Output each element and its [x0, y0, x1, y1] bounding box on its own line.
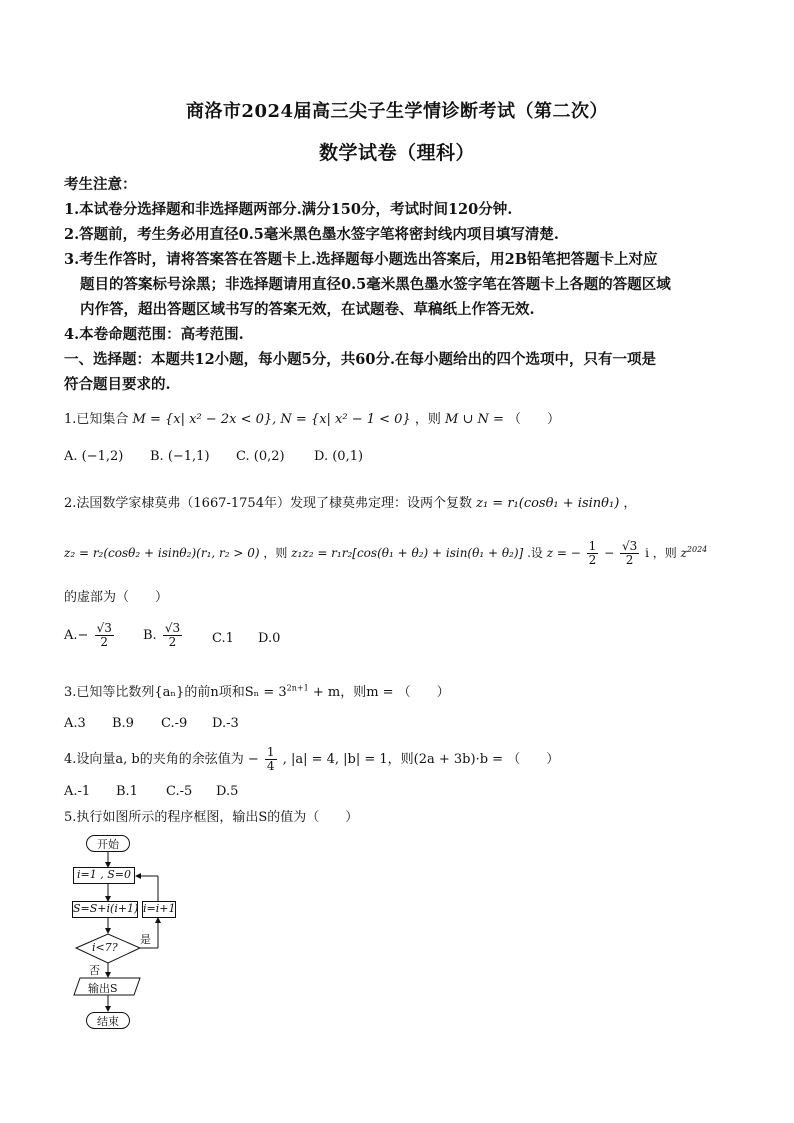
q1-text-a: 1.已知集合: [64, 412, 129, 427]
q2-minus: −: [604, 546, 618, 560]
q3-option-b: B.9: [112, 716, 134, 731]
q2-text-1a: 2.法国数学家棣莫弗（1667-1754年）发现了棣莫弗定理：设两个复数: [64, 496, 472, 511]
q1-option-c: C. (0,2): [236, 449, 285, 464]
q4-option-a: A.-1: [64, 784, 91, 799]
q2-frac-half: $\frac{1}{2}$: [588, 539, 597, 567]
notice-item-1: 1.本试卷分选择题和非选择题两部分.满分150分，考试时间120分钟.: [64, 201, 513, 218]
q2-z2-formula: z₂ = r₂(cosθ₂ + isinθ₂)(r₁, r₂ > 0): [64, 546, 260, 560]
q4-option-b: B.1: [116, 784, 138, 799]
q3-option-d: D.-3: [212, 716, 239, 731]
flow-init: i=1 , S=0: [73, 867, 135, 884]
q2-option-b: B. $\frac{√3}{2}$: [143, 621, 181, 649]
q3-text2: + m，则m = （ ）: [308, 685, 450, 700]
section-heading-line1: 一、选择题：本题共12小题，每小题5分，共60分.在每小题给出的四个选项中，只有一项是: [64, 351, 656, 368]
q3-text: 3.已知等比数列{aₙ}的前n项和Sₙ = 3: [64, 685, 287, 700]
flow-start: 开始: [86, 835, 130, 852]
q4-text-a: 4.设向量a, b的夹角的余弦值为 −: [64, 752, 259, 767]
question-5: 5.执行如图所示的程序框图，输出S的值为（ ）: [64, 810, 359, 825]
q2-frac-sqrt3: $\frac{√3}{2}$: [621, 539, 638, 567]
q1-sets: M = {x| x² − 2x < 0}, N = {x| x² − 1 < 0}: [132, 412, 411, 427]
notice-item-4: 4.本卷命题范围：高考范围.: [64, 326, 244, 343]
q4-text-b: , |a| = 4, |b| = 1，则(2a + 3b)·b = （ ）: [282, 752, 560, 767]
flow-output-text: 输出S: [88, 982, 118, 995]
q1-text-e: = （ ）: [493, 412, 561, 427]
section-heading-line2: 符合题目要求的.: [64, 376, 171, 393]
question-2-line3: 的虚部为（ ）: [64, 590, 169, 605]
exam-subtitle: 数学试卷（理科）: [318, 142, 475, 164]
notice-item-3c: 内作答，超出答题区域书写的答案无效，在试题卷、草稿纸上作答无效.: [80, 301, 535, 318]
q3-exponent: 2n+1: [286, 683, 309, 693]
notice-item-3a: 3.考生作答时，请将答案答在答题卡上.选择题每小题选出答案后，用2B铅笔把答题卡上对应: [64, 251, 658, 268]
q4-option-d: D.5: [216, 784, 239, 799]
flow-no-label: 否: [89, 964, 100, 977]
flow-update-s: S=S+i(i+1): [72, 901, 138, 918]
q2-option-b-frac: $\frac{√3}{2}$: [164, 621, 181, 649]
q1-option-d: D. (0,1): [314, 449, 364, 464]
exam-title: 商洛市2024届高三尖子生学情诊断考试（第二次）: [185, 101, 609, 122]
q2-option-d: D.0: [258, 631, 281, 646]
notice-item-3b: 题目的答案标号涂黑；非选择题请用直径0.5毫米黑色墨水签字笔在答题卡上各题的答题区域: [80, 276, 671, 293]
q2-z-def: z = −: [546, 546, 581, 560]
q3-option-a: A.3: [64, 716, 86, 731]
q2-text-2f: ，则: [652, 546, 677, 560]
q2-i: i: [645, 546, 649, 560]
q2-text-2d: .设: [527, 546, 543, 560]
q2-z1-formula: z₁ = r₁(cosθ₁ + isinθ₁): [476, 496, 620, 511]
q1-union: M ∪ N: [445, 412, 489, 427]
q4-frac: $\frac{1}{4}$: [266, 745, 275, 773]
q2-z-power: $z^{2024}$: [680, 545, 708, 560]
notice-item-2: 2.答题前，考生务必用直径0.5毫米黑色墨水签字笔将密封线内项目填写清楚.: [64, 226, 559, 243]
flow-yes-label: 是: [140, 933, 151, 946]
q1-option-a: A. (−1,2): [64, 449, 124, 464]
q1-option-b: B. (−1,1): [150, 449, 210, 464]
flow-cond-text: i<7?: [92, 941, 118, 954]
q2-option-a: A.− $\frac{√3}{2}$: [64, 621, 112, 649]
flow-update-i: i=i+1: [142, 901, 176, 918]
q1-text-c: ，则: [414, 412, 441, 427]
q4-option-c: C.-5: [166, 784, 193, 799]
q2-text-2b: ，则: [263, 546, 288, 560]
q2-option-a-frac: $\frac{√3}{2}$: [96, 621, 112, 649]
q2-option-c: C.1: [212, 631, 234, 646]
q2-product-formula: z₁z₂ = r₁r₂[cos(θ₁ + θ₂) + isin(θ₁ + θ₂)]: [291, 546, 524, 560]
q2-text-1c: ，: [623, 496, 637, 511]
flow-end: 结束: [86, 1012, 130, 1029]
q3-option-c: C.-9: [161, 716, 188, 731]
notice-heading: 考生注意：: [64, 176, 137, 193]
